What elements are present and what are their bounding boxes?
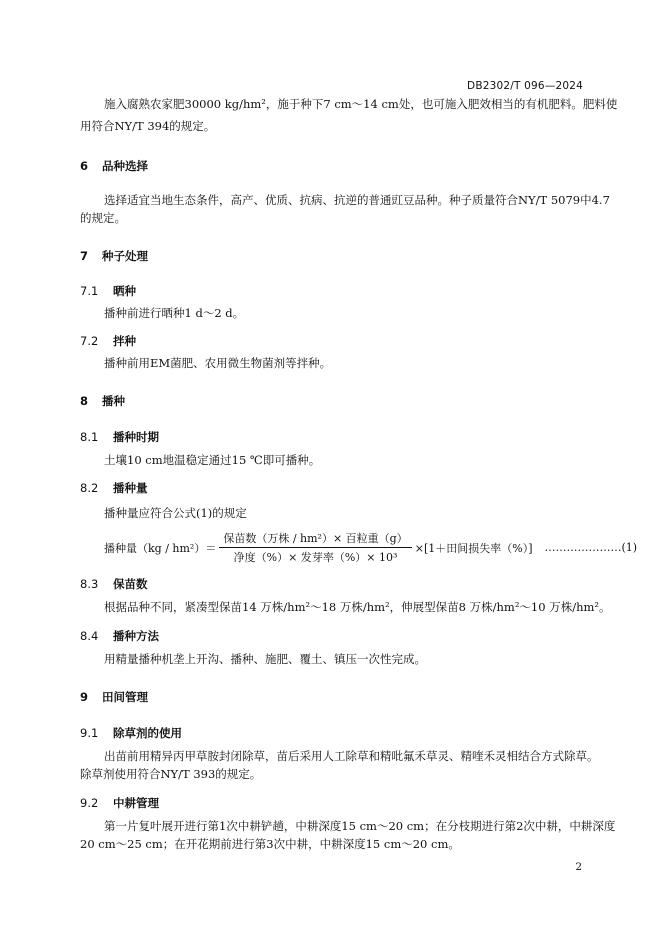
- section-number: 7.1: [80, 284, 99, 298]
- section-title: 中耕管理: [113, 796, 159, 810]
- formula-denominator: 净度（%）× 发芽率（%）× 10³: [233, 551, 398, 564]
- section-number: 6: [80, 159, 89, 173]
- variety-paragraph-line-2: 的规定。: [80, 211, 126, 225]
- sowing-rate-formula: [104, 530, 637, 565]
- formula-lhs: 播种量（kg / hm²）＝: [104, 541, 217, 555]
- section-9-heading: [80, 689, 148, 705]
- section-title: 晒种: [113, 284, 136, 298]
- sowing-amount-paragraph: 播种量应符合公式(1)的规定: [104, 506, 247, 520]
- section-title: 播种方法: [113, 629, 159, 643]
- section-title: 播种: [102, 394, 125, 408]
- section-8-4-heading: [80, 628, 159, 644]
- document-id-header: DB2302/T 096—2024: [467, 80, 583, 92]
- section-number: 8.1: [80, 430, 99, 444]
- section-title: 除草剂的使用: [113, 726, 182, 740]
- section-8-1-heading: [80, 429, 159, 445]
- section-8-heading: [80, 393, 125, 409]
- fertilizer-paragraph-line-1: 施入腐熟农家肥30000 kg/hm²，施于种下7 cm～14 cm处，也可施入肥效相当的有机肥料。肥料使: [104, 97, 618, 111]
- section-7-1-heading: [80, 283, 136, 299]
- section-title: 播种时期: [113, 430, 159, 444]
- section-number: 7: [80, 249, 89, 263]
- seed-mixing-paragraph: 播种前用EM菌肥、农用微生物菌剂等拌种。: [104, 356, 332, 370]
- section-title: 品种选择: [102, 159, 148, 173]
- tillage-paragraph-line-2: 20 cm～25 cm；在开花期前进行第3次中耕，中耕深度15 cm～20 cm。: [80, 837, 460, 851]
- formula-fraction: [219, 530, 411, 565]
- sun-drying-paragraph: 播种前进行晒种1 d～2 d。: [104, 306, 245, 320]
- section-8-2-heading: [80, 480, 148, 496]
- fertilizer-paragraph-line-2: 用符合NY/T 394的规定。: [80, 119, 216, 133]
- section-8-3-heading: [80, 576, 148, 592]
- variety-paragraph-line-1: 选择适宜当地生态条件，高产、优质、抗病、抗逆的普通豇豆品种。种子质量符合NY/T 5079中4.7: [104, 193, 610, 207]
- section-number: 8: [80, 394, 89, 408]
- herbicide-paragraph-line-1: 出苗前用精异丙甲草胺封闭除草，苗后采用人工除草和精吡氟禾草灵、精喹禾灵相结合方式除草。: [104, 749, 599, 763]
- section-7-2-heading: [80, 333, 136, 349]
- section-title: 拌种: [113, 334, 136, 348]
- section-title: 田间管理: [102, 690, 148, 704]
- formula-rhs: ×[1＋田间损失率（%）]: [414, 541, 533, 555]
- page-number: 2: [575, 861, 582, 873]
- section-number: 9: [80, 690, 89, 704]
- seedling-density-paragraph: 根据品种不同，紧凑型保苗14 万株/hm²～18 万株/hm²，伸展型保苗8 万株/hm²～10 万株/hm²。: [104, 600, 611, 614]
- section-number: 8.2: [80, 481, 99, 495]
- formula-tag: …………………(1): [544, 541, 638, 554]
- sowing-time-paragraph: 土壤10 cm地温稳定通过15 ℃即可播种。: [104, 453, 321, 467]
- section-number: 7.2: [80, 334, 99, 348]
- section-number: 9.1: [80, 726, 99, 740]
- herbicide-paragraph-line-2: 除草剂使用符合NY/T 393的规定。: [80, 767, 262, 781]
- section-number: 8.3: [80, 577, 99, 591]
- section-7-heading: [80, 248, 148, 264]
- section-6-heading: [80, 158, 148, 174]
- section-title: 播种量: [113, 481, 148, 495]
- formula-numerator: 保苗数（万株 / hm²）× 百粒重（g）: [219, 530, 411, 548]
- sowing-method-paragraph: 用精量播种机垄上开沟、播种、施肥、覆土、镇压一次性完成。: [104, 652, 426, 666]
- section-title: 保苗数: [113, 577, 148, 591]
- tillage-paragraph-line-1: 第一片复叶展开进行第1次中耕铲趟，中耕深度15 cm～20 cm；在分枝期进行第2次中耕，中耕深度: [104, 819, 616, 833]
- section-title: 种子处理: [102, 249, 148, 263]
- section-number: 8.4: [80, 629, 99, 643]
- section-9-2-heading: [80, 795, 159, 811]
- section-9-1-heading: [80, 725, 182, 741]
- section-number: 9.2: [80, 796, 99, 810]
